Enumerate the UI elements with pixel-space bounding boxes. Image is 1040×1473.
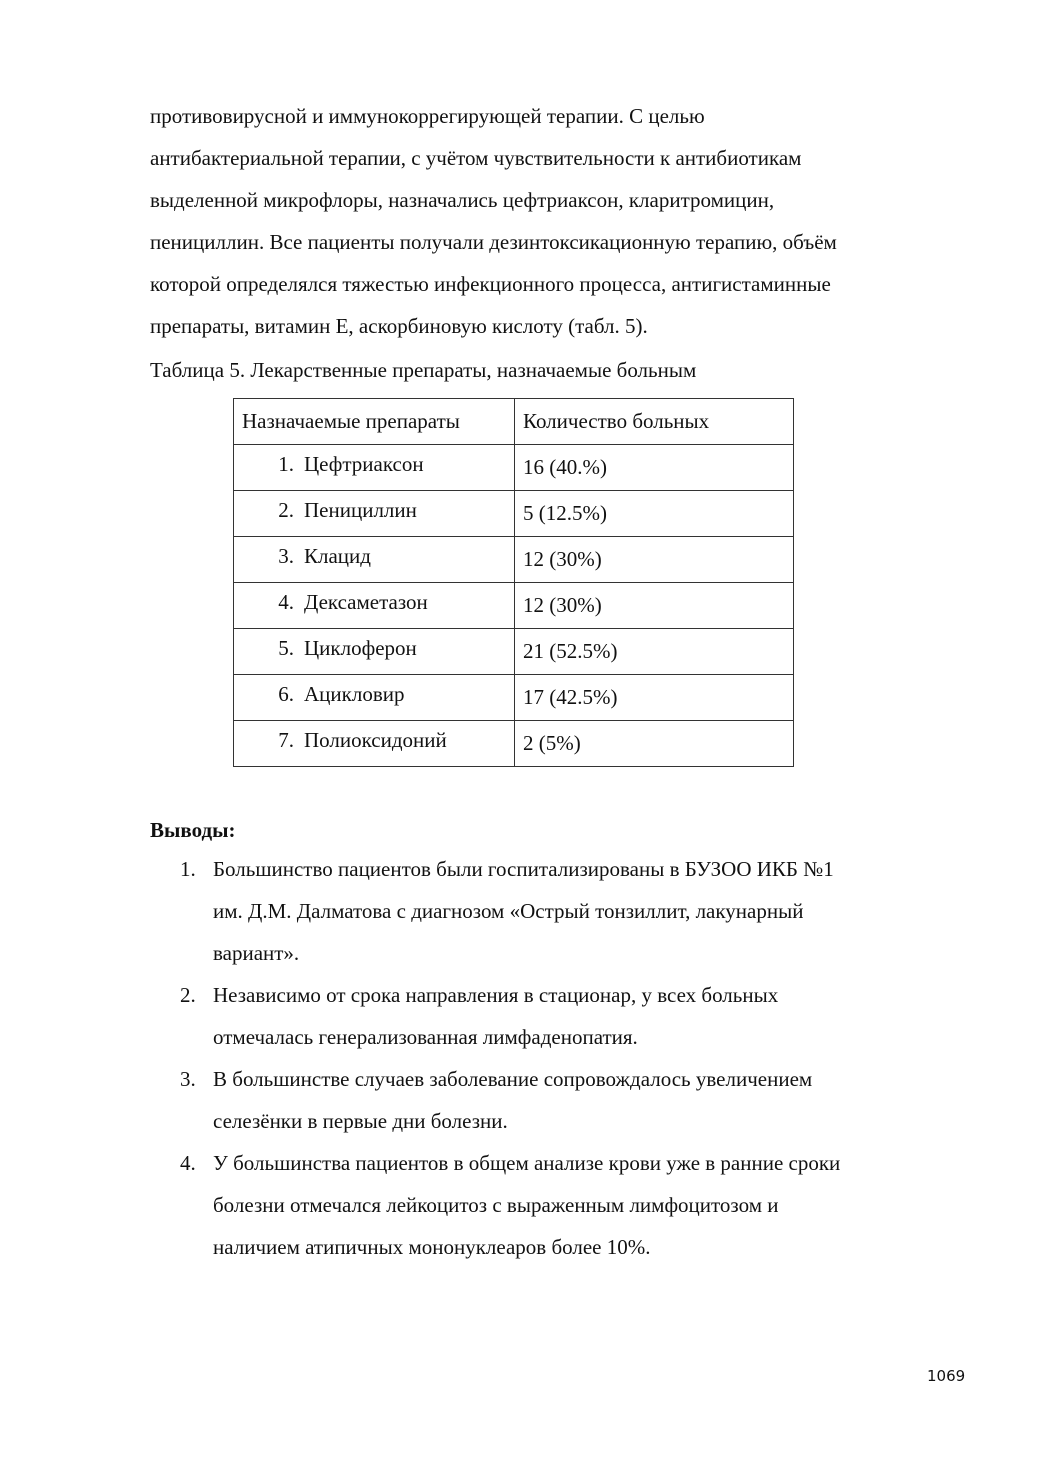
item-number: 2. <box>180 983 196 1007</box>
table-row <box>234 675 794 721</box>
drug-cell <box>234 672 515 718</box>
page-number: 1069 <box>927 1367 966 1385</box>
drug-name: Циклоферон <box>304 636 417 660</box>
row-number: 5. <box>278 636 294 660</box>
drug-name: Цефтриаксон <box>304 452 424 476</box>
item-line: В большинстве случаев заболевание сопровождалось увеличением <box>213 1067 813 1091</box>
drug-name: Полиоксидоний <box>304 728 447 752</box>
item-line: Независимо от срока направления в стационар, у всех больных <box>213 983 779 1007</box>
conclusions-list <box>150 848 980 1268</box>
drug-cell <box>234 488 515 534</box>
drug-name: Дексаметазон <box>304 590 428 614</box>
drug-cell <box>234 718 515 764</box>
column-header-drugs: Назначаемые препараты <box>234 399 515 445</box>
row-number: 3. <box>278 544 294 568</box>
row-number: 7. <box>278 728 294 752</box>
item-number: 1. <box>180 857 196 881</box>
item-line: вариант». <box>213 941 300 965</box>
item-line: наличием атипичных мононуклеаров более 10%. <box>213 1235 651 1259</box>
item-line: селезёнки в первые дни болезни. <box>213 1109 508 1133</box>
drug-cell <box>234 442 515 488</box>
patient-count-cell: 5 (12.5%) <box>515 491 794 537</box>
patient-count-cell: 2 (5%) <box>515 721 794 767</box>
table-header-row <box>234 399 794 445</box>
drug-name: Ацикловир <box>304 682 405 706</box>
list-item <box>150 1058 980 1142</box>
table-row <box>234 583 794 629</box>
item-number: 3. <box>180 1067 196 1091</box>
patient-count-cell: 16 (40.%) <box>515 445 794 491</box>
paragraph-line: которой определялся тяжестью инфекционного процесса, антигистаминные <box>150 272 831 296</box>
table-row <box>234 721 794 767</box>
list-item <box>150 1142 980 1268</box>
column-header-count: Количество больных <box>515 399 794 445</box>
patient-count-cell: 17 (42.5%) <box>515 675 794 721</box>
item-line: У большинства пациентов в общем анализе крови уже в ранние сроки <box>213 1151 841 1175</box>
patient-count-cell: 12 (30%) <box>515 583 794 629</box>
conclusions-heading: Выводы: <box>150 818 236 842</box>
patient-count-cell: 21 (52.5%) <box>515 629 794 675</box>
paragraph-line: противовирусной и иммунокоррегирующей терапии. С целью <box>150 104 705 128</box>
paragraph-line: препараты, витамин Е, аскорбиновую кислоту (табл. 5). <box>150 314 648 338</box>
paragraph-line: антибактериальной терапии, с учётом чувствительности к антибиотикам <box>150 146 802 170</box>
table-row <box>234 445 794 491</box>
drug-name: Пенициллин <box>304 498 417 522</box>
drug-cell <box>234 580 515 626</box>
row-number: 4. <box>278 590 294 614</box>
paragraph-line: выделенной микрофлоры, назначались цефтриаксон, кларитромицин, <box>150 188 775 212</box>
list-item <box>150 974 980 1058</box>
item-line: им. Д.М. Далматова с диагнозом «Острый тонзиллит, лакунарный <box>213 899 804 923</box>
patient-count-cell: 12 (30%) <box>515 537 794 583</box>
row-number: 1. <box>278 452 294 476</box>
table-row <box>234 629 794 675</box>
table-caption: Таблица 5. Лекарственные препараты, назначаемые больным <box>150 358 697 382</box>
item-line: отмечалась генерализованная лимфаденопатия. <box>213 1025 638 1049</box>
item-number: 4. <box>180 1151 196 1175</box>
drug-cell <box>234 534 515 580</box>
table-row <box>234 537 794 583</box>
body-paragraph <box>150 95 970 347</box>
drug-name: Клацид <box>304 544 371 568</box>
row-number: 2. <box>278 498 294 522</box>
item-line: болезни отмечался лейкоцитоз с выраженным лимфоцитозом и <box>213 1193 779 1217</box>
list-item <box>150 848 980 974</box>
drug-cell <box>234 626 515 672</box>
paragraph-line: пенициллин. Все пациенты получали дезинтоксикационную терапию, объём <box>150 230 837 254</box>
row-number: 6. <box>278 682 294 706</box>
drugs-table <box>233 398 794 767</box>
item-line: Большинство пациентов были госпитализированы в БУЗОО ИКБ №1 <box>213 857 834 881</box>
table-row <box>234 491 794 537</box>
